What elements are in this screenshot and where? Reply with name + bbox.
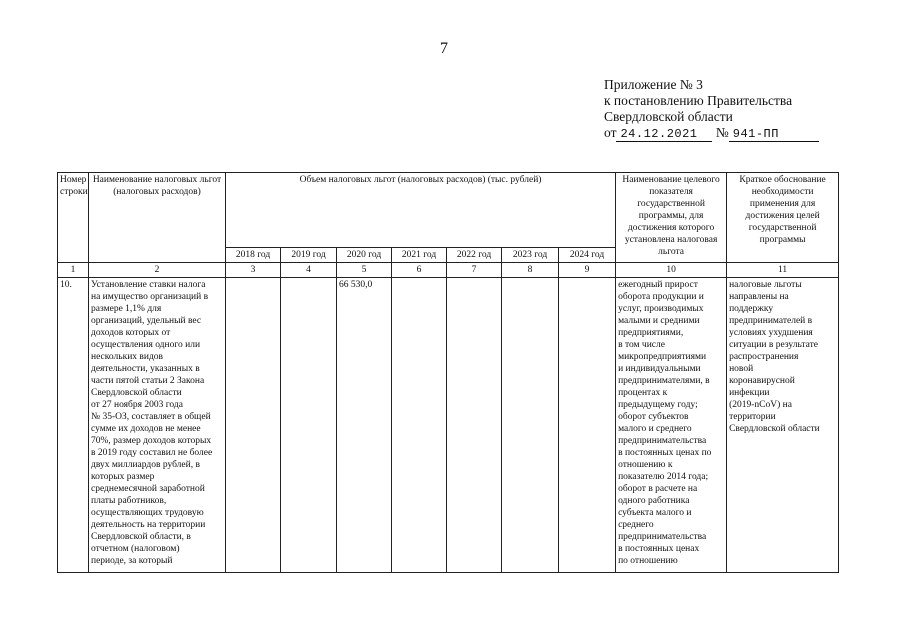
column-number: 2	[89, 263, 226, 278]
header-volume: Объем налоговых льгот (налоговых расходов) (тыс. рублей)	[226, 173, 616, 248]
from-label: от	[604, 125, 617, 140]
value-2023	[502, 278, 559, 573]
table-row	[58, 278, 839, 573]
value-2018	[226, 278, 281, 573]
resolution-number: 941-ПП	[729, 128, 819, 142]
value-2019	[281, 278, 337, 573]
value-2020: 66 530,0	[337, 278, 392, 573]
value-2021	[392, 278, 447, 573]
column-number: 5	[337, 263, 392, 278]
column-number: 1	[58, 263, 89, 278]
row-number: 10.	[58, 278, 89, 573]
benefit-name-cell: Установление ставки налога на имущество организаций в размере 1,1% для организаций, удельный вес доходов которых от осуществления одного или нескольких видов деятельности, указанных в части пятой статьи 2 Закона Свердловской области от 27 ноября 2003 года № 35-ОЗ, составляет в общей сумме их доходов не менее 70%, размер доходов которых в 2019 году составил не более двух миллиардов рублей, в которых размер среднемесячной заработной платы работников, осуществляющих трудовую деятельность на территории Свердловской области, в отчетном (налоговом) периоде, за который	[89, 278, 226, 573]
year-2024: 2024 год	[559, 248, 616, 263]
appendix-header	[604, 77, 819, 142]
column-number: 8	[502, 263, 559, 278]
page-number: 7	[440, 40, 448, 57]
table-header-row	[58, 173, 839, 248]
header-benefit-name: Наименование налоговых льгот (налоговых расходов)	[89, 173, 226, 263]
year-2018: 2018 год	[226, 248, 281, 263]
column-number: 7	[447, 263, 502, 278]
column-numbers-row	[58, 263, 839, 278]
justification-cell: налоговые льготы направлены на поддержку предпринимателей в условиях ухудшения ситуации в результате распространения новой коронавирусной инфекции (2019-nCoV) на территории Свердловской области	[727, 278, 839, 573]
appendix-title: Приложение № 3	[604, 77, 703, 92]
year-2021: 2021 год	[392, 248, 447, 263]
tax-benefits-table	[57, 172, 839, 573]
header-row-number: Номер строки	[58, 173, 89, 263]
value-2024	[559, 278, 616, 573]
resolution-date: 24.12.2021	[616, 128, 712, 142]
value-2022	[447, 278, 502, 573]
target-indicator-cell: ежегодный прирост оборота продукции и услуг, производимых малыми и средними предприятиями, в том числе микропредприятиями и индивидуальными предпринимателями, в процентах к предыдущему году; оборот субъектов малого и среднего предпринимательства в постоянных ценах по отношению к показателю 2014 года; оборот в расчете на одного работника субъекта малого и среднего предпринимательства в постоянных ценах по отношению	[616, 278, 727, 573]
column-number: 10	[616, 263, 727, 278]
column-number: 11	[727, 263, 839, 278]
appendix-line2: к постановлению Правительства	[604, 93, 793, 108]
column-number: 4	[281, 263, 337, 278]
appendix-line3: Свердловской области	[604, 109, 733, 124]
year-2023: 2023 год	[502, 248, 559, 263]
column-number: 9	[559, 263, 616, 278]
column-number: 3	[226, 263, 281, 278]
column-number: 6	[392, 263, 447, 278]
year-2020: 2020 год	[337, 248, 392, 263]
year-2022: 2022 год	[447, 248, 502, 263]
header-justification: Краткое обоснование необходимости применения для достижения целей государственной программы	[727, 173, 839, 263]
header-target-indicator: Наименование целевого показателя государственной программы, для достижения которого установлена налоговая льгота	[616, 173, 727, 263]
number-label: №	[715, 125, 729, 140]
year-2019: 2019 год	[281, 248, 337, 263]
appendix-date-line	[604, 125, 819, 142]
